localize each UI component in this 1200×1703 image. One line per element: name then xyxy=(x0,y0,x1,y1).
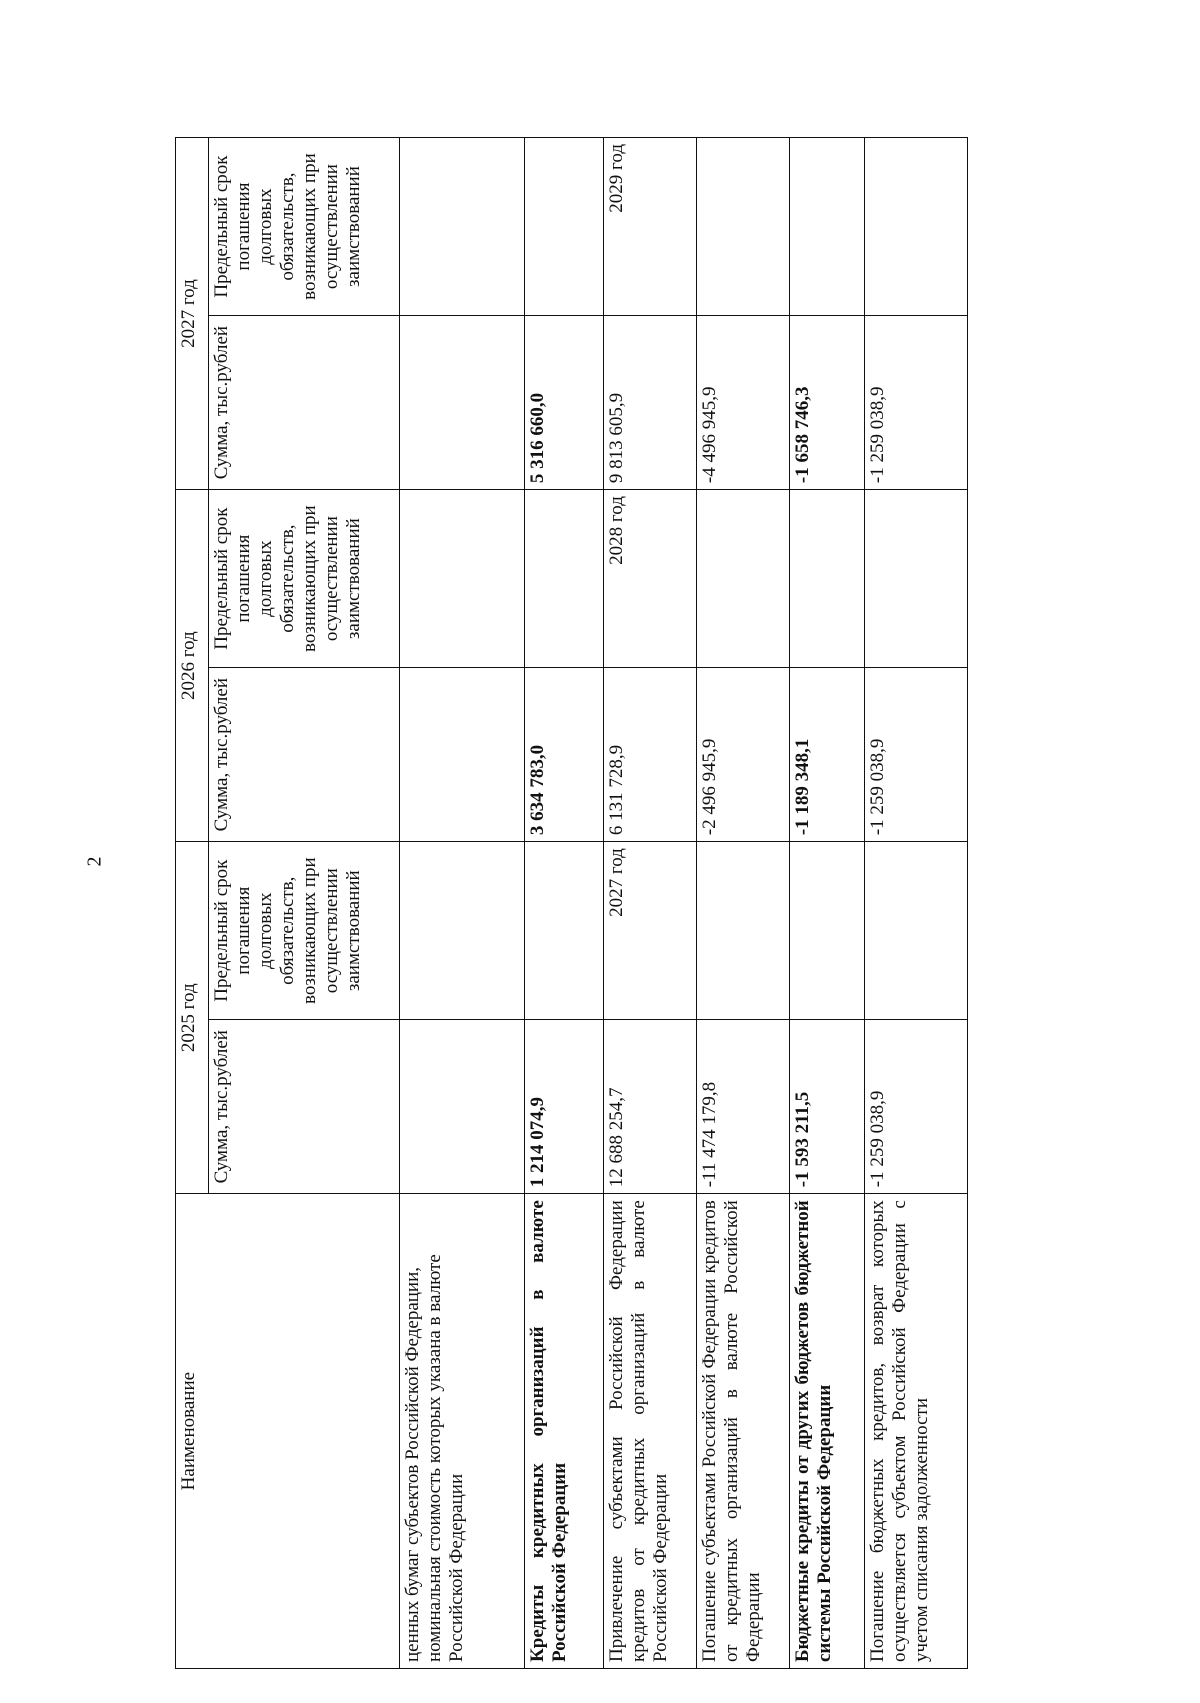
table-row xyxy=(697,138,790,1669)
cell-sum: -4 496 945,9 xyxy=(697,316,790,490)
cell-sum: -1 593 211,5 xyxy=(790,1020,865,1194)
cell-term xyxy=(790,138,865,316)
cell-sum: -1 259 038,9 xyxy=(865,668,968,842)
header-term: Предельный срок погашения долговых обязательств, возникающих при осуществлении заимствований xyxy=(209,842,400,1020)
header-name: Наименование xyxy=(176,1194,400,1669)
cell-term xyxy=(525,842,604,1020)
cell-sum: 1 214 074,9 xyxy=(525,1020,604,1194)
cell-sum: -11 474 179,8 xyxy=(697,1020,790,1194)
row-name: Погашение бюджетных кредитов, возврат которых осуществляется субъектом Российской Федерации с учетом списания задолженности xyxy=(865,1194,968,1669)
page-number: 2 xyxy=(83,856,106,867)
cell-term: 2027 год xyxy=(604,842,697,1020)
cell-sum xyxy=(400,1020,525,1194)
table-row xyxy=(790,138,865,1669)
cell-sum: -2 496 945,9 xyxy=(697,668,790,842)
cell-sum: 5 316 660,0 xyxy=(525,316,604,490)
cell-term xyxy=(790,490,865,668)
header-year-2025: 2025 год xyxy=(176,842,209,1194)
cell-term xyxy=(865,490,968,668)
cell-term xyxy=(400,490,525,668)
cell-term xyxy=(697,138,790,316)
header-year-2027: 2027 год xyxy=(176,138,209,490)
row-name: Бюджетные кредиты от других бюджетов бюджетной системы Российской Федерации xyxy=(790,1194,865,1669)
table-row xyxy=(400,138,525,1669)
cell-sum: 3 634 783,0 xyxy=(525,668,604,842)
header-term: Предельный срок погашения долговых обязательств, возникающих при осуществлении заимствований xyxy=(209,138,400,316)
row-name: ценных бумаг субъектов Российской Федерации, номинальная стоимость которых указана в валюте Российской Федерации xyxy=(400,1194,525,1669)
table-row xyxy=(525,138,604,1669)
cell-sum: -1 189 348,1 xyxy=(790,668,865,842)
cell-term xyxy=(525,490,604,668)
cell-term xyxy=(865,842,968,1020)
cell-term xyxy=(865,138,968,316)
cell-sum: 9 813 605,9 xyxy=(604,316,697,490)
cell-sum xyxy=(400,316,525,490)
header-sum: Сумма, тыс.рублей xyxy=(209,316,400,490)
cell-term xyxy=(790,842,865,1020)
row-name: Кредиты кредитных организаций в валюте Российской Федерации xyxy=(525,1194,604,1669)
cell-term xyxy=(400,138,525,316)
cell-term xyxy=(697,490,790,668)
cell-sum: -1 259 038,9 xyxy=(865,316,968,490)
cell-term xyxy=(400,842,525,1020)
cell-term: 2029 год xyxy=(604,138,697,316)
row-name: Привлечение субъектами Российской Федерации кредитов от кредитных организаций в валюте Российской Федерации xyxy=(604,1194,697,1669)
cell-term xyxy=(697,842,790,1020)
header-year-2026: 2026 год xyxy=(176,490,209,842)
cell-term xyxy=(525,138,604,316)
cell-term: 2028 год xyxy=(604,490,697,668)
header-sum: Сумма, тыс.рублей xyxy=(209,1020,400,1194)
cell-sum xyxy=(400,668,525,842)
cell-sum: 6 131 728,9 xyxy=(604,668,697,842)
table-row xyxy=(865,138,968,1669)
table-row xyxy=(604,138,697,1669)
header-term: Предельный срок погашения долговых обязательств, возникающих при осуществлении заимствований xyxy=(209,490,400,668)
row-name: Погашение субъектами Российской Федерации кредитов от кредитных организаций в валюте Российской Федерации xyxy=(697,1194,790,1669)
borrowing-table xyxy=(175,137,968,1669)
header-sum: Сумма, тыс.рублей xyxy=(209,668,400,842)
cell-sum: -1 658 746,3 xyxy=(790,316,865,490)
cell-sum: -1 259 038,9 xyxy=(865,1020,968,1194)
cell-sum: 12 688 254,7 xyxy=(604,1020,697,1194)
table-rotated-container xyxy=(175,137,1077,1669)
